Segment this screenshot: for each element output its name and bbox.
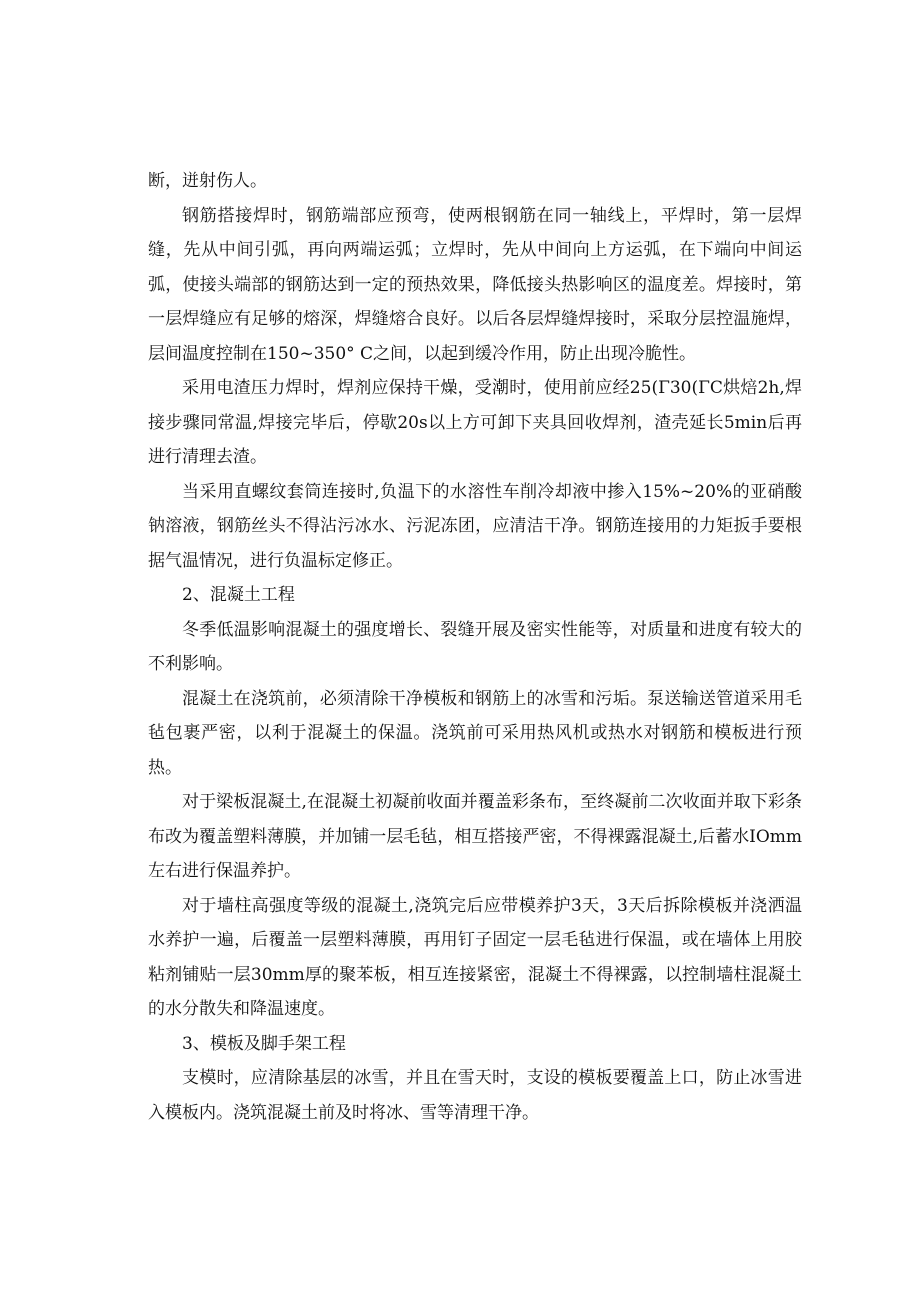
paragraph-column-curing: 对于墙柱高强度等级的混凝土,浇筑完后应带模养护3天，3天后拆除模板并浇洒温水养护一遍，后覆盖一层塑料薄膜，再用钉子固定一层毛毡进行保温，或在墙体上用胶粘剂铺贴一层30mm厚的聚苯板，相互连接紧密，混凝土不得裸露，以控制墙柱混凝土的水分散失和降温速度。 bbox=[148, 895, 802, 1019]
paragraph-lap-welding: 钢筋搭接焊时，钢筋端部应预弯，使两根钢筋在同一轴线上，平焊时，第一层焊缝，先从中间引弧，再向两端运弧；立焊时，先从中间向上方运弧，在下端向中间运弧，使接头端部的钢筋达到一定的预热效果，降低接头热影响区的温度差。焊接时，第一层焊缝应有足够的熔深，焊缝熔合良好。以后各层焊缝焊接时，采取分层控温施焊，层间温度控制在150~350° C之间，以起到缓冷作用，防止出现冷脆性。 bbox=[148, 205, 802, 364]
paragraph-low-temp-impact: 冬季低温影响混凝土的强度增长、裂缝开展及密实性能等，对质量和进度有较大的不利影响。 bbox=[148, 619, 802, 674]
paragraph-slab-curing: 对于梁板混凝土,在混凝土初凝前收面并覆盖彩条布，至终凝前二次收面并取下彩条布改为覆盖塑料薄膜，并加铺一层毛毡，相互搭接严密，不得裸露混凝土,后蓄水IOmm左右进行保温养护。 bbox=[148, 792, 802, 881]
paragraph-continuation: 断，迸射伤人。 bbox=[148, 171, 267, 191]
paragraph-formwork-snow: 支模时，应清除基层的冰雪，并且在雪天时，支设的模板要覆盖上口，防止冰雪进入模板内。浇筑混凝土前及时将冰、雪等清理干净。 bbox=[148, 1068, 802, 1123]
section-heading-formwork: 3、模板及脚手架工程 bbox=[182, 1033, 346, 1054]
paragraph-electroslag-welding: 采用电渣压力焊时，焊剂应保持干燥，受潮时，使用前应经25(Γ30(ΓC烘焙2h,焊接步骤同常温,焊接完毕后，停歇20s以上方可卸下夹具回收焊剂，渣壳延长5min后再进行清理去渣。 bbox=[148, 378, 802, 467]
document-body bbox=[148, 164, 802, 1130]
paragraph-threaded-coupling: 当采用直螺纹套筒连接时,负温下的水溶性车削冷却液中掺入15%~20%的亚硝酸钠溶液，钢筋丝头不得沾污冰水、污泥冻团，应清洁干净。钢筋连接用的力矩扳手要根据气温情况，进行负温标定修正。 bbox=[148, 481, 802, 571]
section-heading-concrete: 2、混凝土工程 bbox=[182, 585, 295, 605]
paragraph-pre-pour-cleaning: 混凝土在浇筑前，必须清除干净模板和钢筋上的冰雪和污垢。泵送输送管道采用毛毡包裹严密，以利于混凝土的保温。浇筑前可采用热风机或热水对钢筋和模板进行预热。 bbox=[148, 688, 802, 778]
